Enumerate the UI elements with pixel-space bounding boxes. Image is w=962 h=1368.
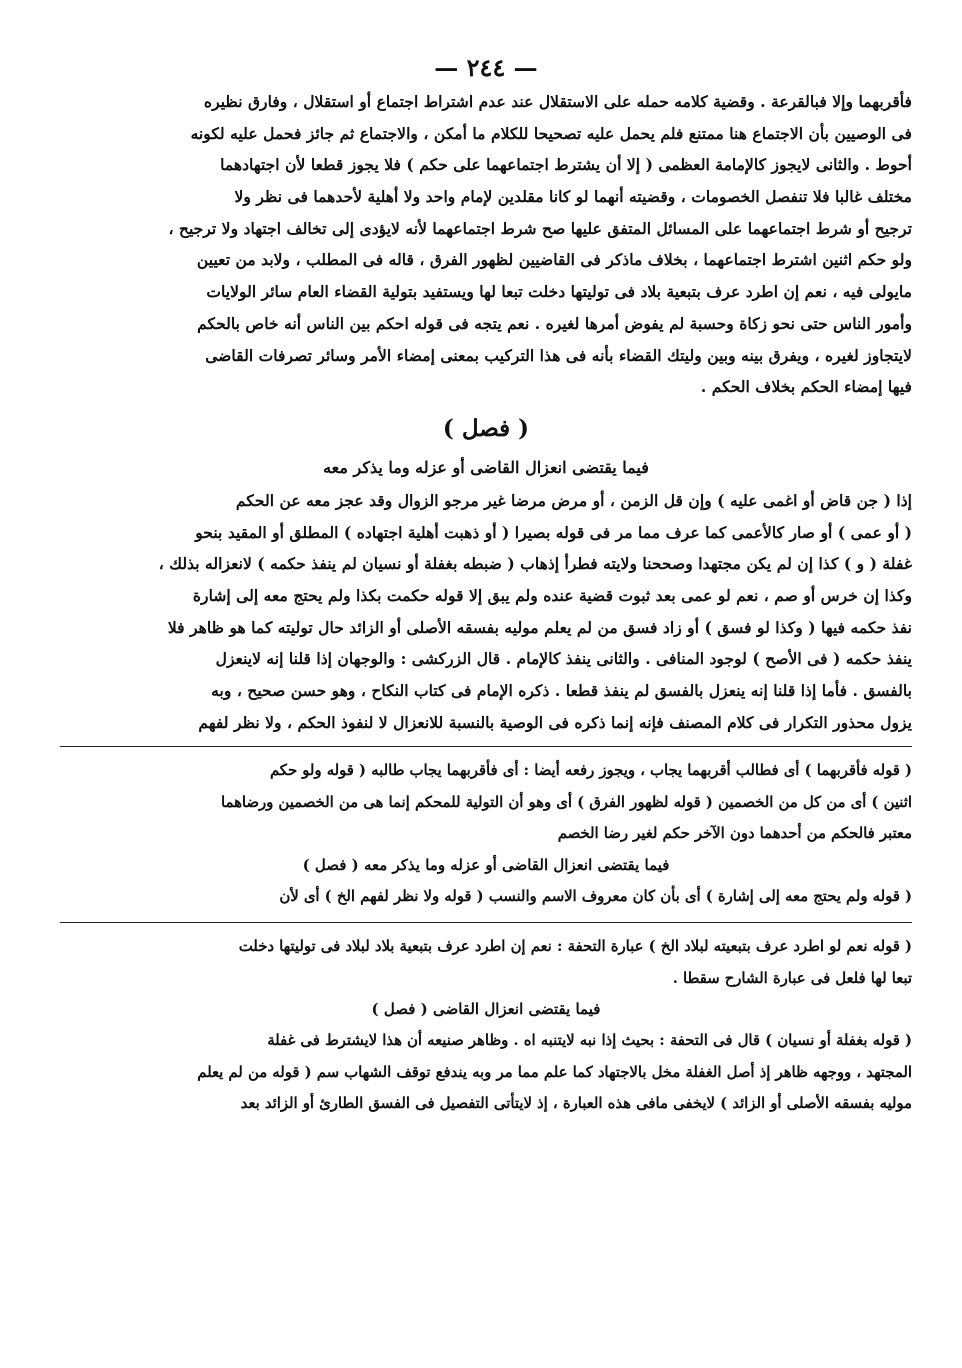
commentary-heading: ( فصل ) فيما يقتضى انعزال القاضى أو عزله وما يذكر معه (302, 855, 670, 874)
commentary-block-2 (60, 931, 912, 1120)
section-title: ( فصل ) (442, 414, 530, 442)
section-line: يزول محذور التكرار فى كلام المصنف فإنه إنما ذكره فى الوصية بالنسبة للانعزال لا لنفوذ الحكم ، ولا نظر لفهم (198, 712, 912, 732)
section-line: وكذا إن خرس أو صم ، نعم لو عمى بعد ثبوت قضية عنده ولم يبق إلا قوله حكمت بكذا ولم يحتج معه إلى إشارة (192, 585, 912, 605)
page-number: — ٢٤٤ — (434, 53, 538, 82)
section-line: ينفذ حكمه ( فى الأصح ) لوجود المنافى . والثانى ينفذ كالإمام . قال الزركشى : والوجهان إذا قلنا إنه لاينعزل (215, 649, 912, 669)
main-line: مختلف غالبا فلا تنفصل الخصومات ، وقضيته أنهما لو كانا مقلدين لإمام واحد ولا أهلية لأحدهما فى نظر ولا (234, 187, 912, 207)
commentary-heading: ( فصل ) فيما يقتضى انعزال القاضى (371, 1000, 601, 1019)
section-line: بالفسق . فأما إذا قلنا إنه ينعزل بالفسق لم ينفذ قطعا . ذكره الإمام فى كتاب النكاح ، وهو حسن صحيح ، وبه (211, 681, 912, 700)
main-line: أحوط . والثانى لايجوز كالإمامة العظمى ( إلا أن يشترط اجتماعهما على حكم ) فلا يجوز قطعا لأن اجتهادهما (220, 155, 912, 175)
divider (60, 746, 912, 747)
commentary-line: ( قوله فأقربهما ) أى فطالب أقربهما يجاب ، ويجوز رفعه أيضا : أى فأقربهما يجاب طالبه ( قوله ولو حكم (269, 762, 912, 780)
commentary-line: ( قوله ولم يحتج معه إلى إشارة ) أى بأن كان معروف الاسم والنسب ( قوله ولا نظر لفهم الخ ) أى لأن (279, 887, 912, 905)
main-line: ولو حكم اثنين اشترط اجتماعهما ، بخلاف ماذكر فى القاضيين لظهور الفرق ، قاله فى المطلب ، ولابد من تعيين (196, 250, 912, 270)
section-line: إذا ( جن قاض أو اغمى عليه ) وإن قل الزمن ، أو مرض مرضا غير مرجو الزوال وقد عجز معه عن الحكم (235, 490, 912, 510)
page (60, 50, 912, 1120)
main-line: ترجيح أو شرط اجتماعهما على المسائل المتفق عليها صح شرط اجتماعهما لأنه لايؤدى إلى تخالف اجتهاد ولا ترجيح ، (168, 218, 912, 238)
main-line: فى الوصيين بأن الاجتماع هنا ممتنع فلم يحمل عليه تصحيحا للكلام ما أمكن ، والاجتماع ثم جائز فحمل عليه لكونه (190, 123, 912, 143)
commentary-line: ( قوله بغفلة أو نسيان ) قال فى التحفة : بحيث إذا نبه لايتنبه اه . وظاهر صنيعه أن هذا لايشترط فى غفلة (267, 1032, 912, 1050)
section-subtitle: فيما يقتضى انعزال القاضى أو عزله وما يذكر معه (323, 457, 649, 477)
section-line: نفذ حكمه فيها ( وكذا لو فسق ) أو زاد فسق من لم يعلم موليه بفسقه الأصلى أو الزائد حال توليته كما هو ظاهر فلا (167, 617, 912, 637)
main-text (60, 86, 912, 738)
main-line: فيها إمضاء الحكم بخلاف الحكم . (700, 377, 912, 397)
main-line: وأمور الناس حتى نحو زكاة وحسبة لم يفوض أمرها لغيره . نعم يتجه فى قوله احكم بين الناس أنه خاص بالحكم (197, 313, 912, 333)
main-line: فأقربهما وإلا فبالقرعة . وقضية كلامه حمله على الاستقلال عند عدم اشتراط اجتماع أو استقلال ، وفارق نظيره (203, 92, 912, 111)
commentary-line: معتبر فالحكم من أحدهما دون الآخر حكم لغير رضا الخصم (557, 825, 912, 843)
section-line: ( أو عمى ) أو صار كالأعمى كما عرف مما مر فى قوله بصيرا ( أو ذهبت أهلية اجتهاده ) المطلق أو المقيد بنحو (195, 522, 912, 542)
commentary-line: ( قوله نعم لو اطرد عرف بتبعيته لبلاد الخ ) عبارة التحفة : نعم إن اطرد عرف بتبعية بلاد لبلاد فى توليتها دخلت (238, 938, 912, 956)
main-line: لايتجاوز لغيره ، ويفرق بينه وبين وليتك القضاء بأنه فى هذا التركيب بمعنى إمضاء الأمر وسائر تصرفات القاضى (205, 345, 912, 365)
section-line: غفلة ( و ) كذا إن لم يكن مجتهدا وصححنا ولايته فطرأ إذهاب ( ضبطه بغفلة أو نسيان لم ينفذ حكمه ) لانعزاله بذلك ، (158, 554, 912, 574)
commentary-line: تبعا لها فلعل فى عبارة الشارح سقطا . (672, 969, 912, 987)
divider (60, 922, 912, 923)
commentary-block-1 (60, 755, 912, 912)
commentary-line: اثنين ) أى من كل من الخصمين ( قوله لظهور الفرق ) أى وهو أن التولية للمحكم إنما هى من الخصمين ورضاهما (221, 793, 912, 811)
commentary-line: موليه بفسقه الأصلى أو الزائد ) لايخفى مافى هذه العبارة ، إذ لايتأتى التفصيل فى الفسق الطارئ أو الزائد بعد (240, 1095, 912, 1113)
main-line: مايولى فيه ، نعم إن اطرد عرف بتبعية بلاد فى توليتها دخلت تبعا لها ويستفيد بتولية القضاء العام سائر الولايات (206, 282, 912, 302)
commentary-line: المجتهد ، ووجهه ظاهر إذ أصل الغفلة مخل بالاجتهاد كما علم مما مر وبه يندفع توقف الشهاب سم ( قوله من لم يعلم (197, 1063, 912, 1081)
